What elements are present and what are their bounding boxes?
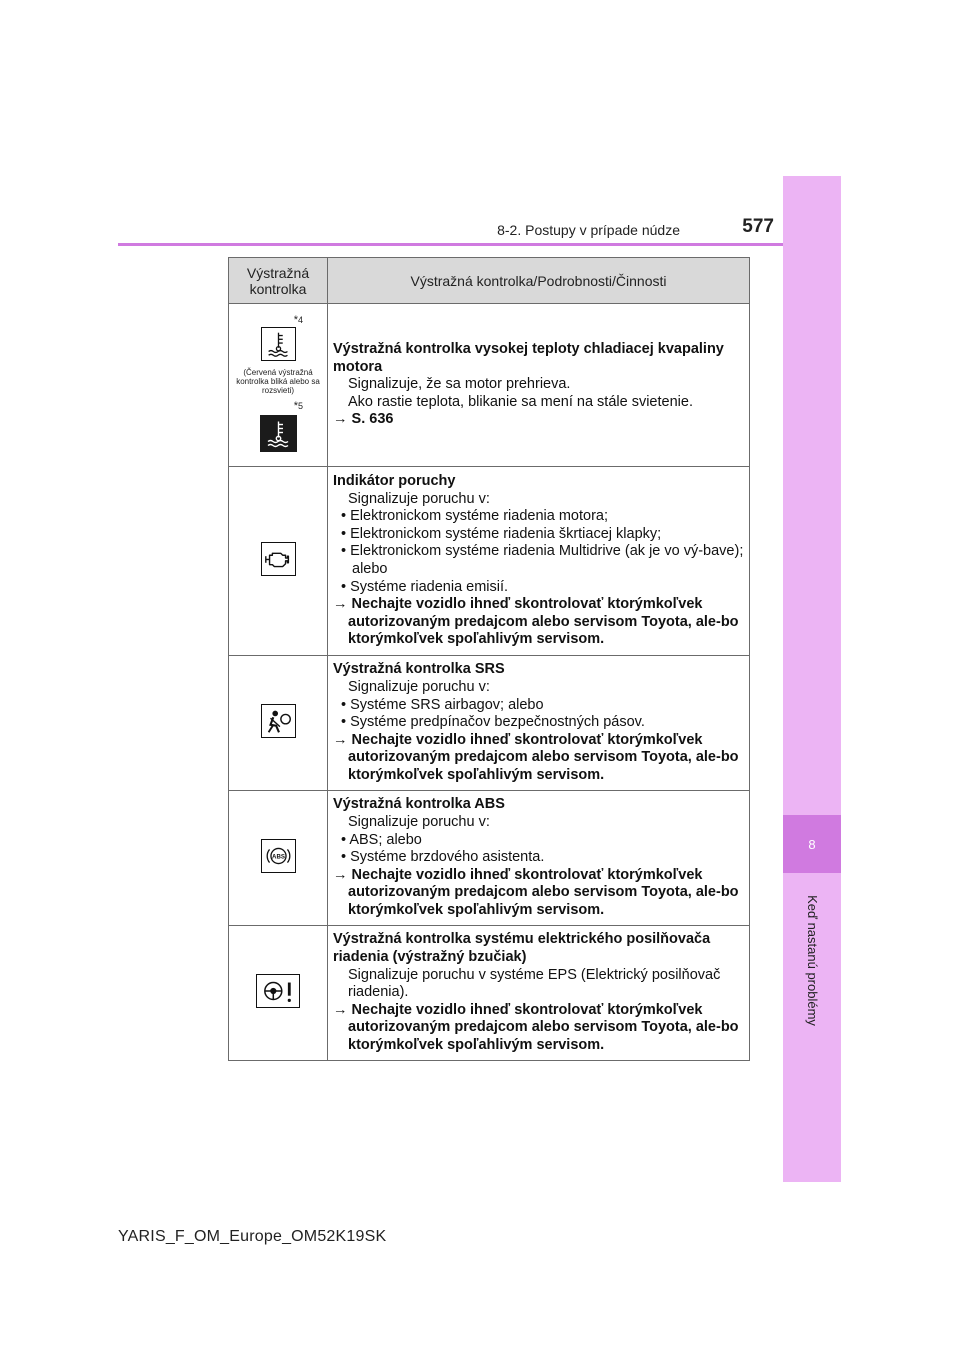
details-cell xyxy=(328,304,750,467)
detail-line: Signalizuje poruchu v: xyxy=(348,679,490,696)
table-row xyxy=(229,467,750,656)
warning-title: Indikátor poruchy xyxy=(333,473,456,490)
action-line: → Nechajte vozidlo ihneď skontrolovať ktorýmkoľvek autorizovaným predajcom alebo servisom Toyota, ale-bo ktorýmkoľvek spoľahlivým servisom. xyxy=(333,731,739,783)
detail-line: Signalizuje poruchu v: xyxy=(348,814,490,831)
details-cell xyxy=(328,926,750,1061)
warning-lights-table xyxy=(228,257,750,1061)
icon-note: (Červená výstražná kontrolka bliká alebo sa rozsvieti) xyxy=(236,368,320,395)
power-steering-icon xyxy=(256,974,300,1008)
action-line: → Nechajte vozidlo ihneď skontrolovať ktorýmkoľvek autorizovaným predajcom alebo servisom Toyota, ale-bo ktorýmkoľvek spoľahlivým servisom. xyxy=(333,1001,739,1053)
table-row xyxy=(229,304,750,467)
bullet-item: • Systéme predpínačov bezpečnostných pásov. xyxy=(341,714,645,731)
table-header-row xyxy=(229,258,750,304)
page-reference: → S. 636 xyxy=(333,411,394,428)
icon-cell xyxy=(229,304,328,467)
bullet-item: • Systéme brzdového asistenta. xyxy=(341,849,545,866)
icon-cell xyxy=(229,656,328,791)
table-row xyxy=(229,791,750,926)
chapter-number: 8 xyxy=(783,815,841,873)
table-row xyxy=(229,926,750,1061)
chapter-label: Keď nastanú problémy xyxy=(804,894,820,1026)
detail-line: Signalizuje, že sa motor prehrieva. xyxy=(348,376,571,393)
abs-icon xyxy=(261,839,296,873)
section-title: 8-2. Postupy v prípade núdze xyxy=(497,222,680,238)
action-line: → Nechajte vozidlo ihneď skontrolovať ktorýmkoľvek autorizovaným predajcom alebo servisom Toyota, ale-bo ktorýmkoľvek spoľahlivým servisom. xyxy=(333,596,739,648)
details-cell xyxy=(328,656,750,791)
detail-line: Signalizuje poruchu v: xyxy=(348,490,490,507)
details-cell xyxy=(328,467,750,656)
detail-line: Signalizuje poruchu v systéme EPS (Elektrický posilňovač riadenia). xyxy=(348,966,721,1001)
header-rule xyxy=(118,243,783,246)
warning-title: Výstražná kontrolka SRS xyxy=(333,661,505,678)
bullet-item: • Elektronickom systéme riadenia Multidrive (ak je vo vý-bave); alebo xyxy=(341,543,744,577)
coolant-temp-outline-icon xyxy=(261,327,296,361)
bullet-item: • Elektronickom systéme riadenia škrtiacej klapky; xyxy=(341,525,662,542)
icon-cell xyxy=(229,467,328,656)
page-number: 577 xyxy=(742,216,774,237)
footnote-marker: *4 xyxy=(293,314,303,326)
icon-cell xyxy=(229,791,328,926)
abs-icon-label: ABS xyxy=(271,852,285,860)
details-cell xyxy=(328,791,750,926)
warning-title: Výstražná kontrolka systému elektrického posilňovača riadenia (výstražný bzučiak) xyxy=(333,931,711,966)
warning-title: Výstražná kontrolka vysokej teploty chladiacej kvapaliny motora xyxy=(333,341,724,375)
detail-line: Ako rastie teplota, blikanie sa mení na stále svietenie. xyxy=(348,393,693,410)
header-warning-light: Výstražná kontrolka xyxy=(229,258,328,304)
document-code: YARIS_F_OM_Europe_OM52K19SK xyxy=(118,1228,387,1245)
table-row xyxy=(229,656,750,791)
bullet-item: • ABS; alebo xyxy=(341,831,422,848)
footnote-marker: *5 xyxy=(293,400,303,412)
header-details: Výstražná kontrolka/Podrobnosti/Činnosti xyxy=(328,258,750,304)
srs-airbag-icon xyxy=(261,704,296,738)
bullet-item: • Elektronickom systéme riadenia motora; xyxy=(341,508,608,525)
warning-title: Výstražná kontrolka ABS xyxy=(333,796,505,813)
coolant-temp-filled-icon xyxy=(260,415,297,452)
engine-check-icon xyxy=(261,542,296,576)
bullet-item: • Systéme SRS airbagov; alebo xyxy=(341,696,544,713)
action-line: → Nechajte vozidlo ihneď skontrolovať ktorýmkoľvek autorizovaným predajcom alebo servisom Toyota, ale-bo ktorýmkoľvek spoľahlivým servisom. xyxy=(333,866,739,918)
icon-cell xyxy=(229,926,328,1061)
bullet-item: • Systéme riadenia emisií. xyxy=(341,578,509,595)
